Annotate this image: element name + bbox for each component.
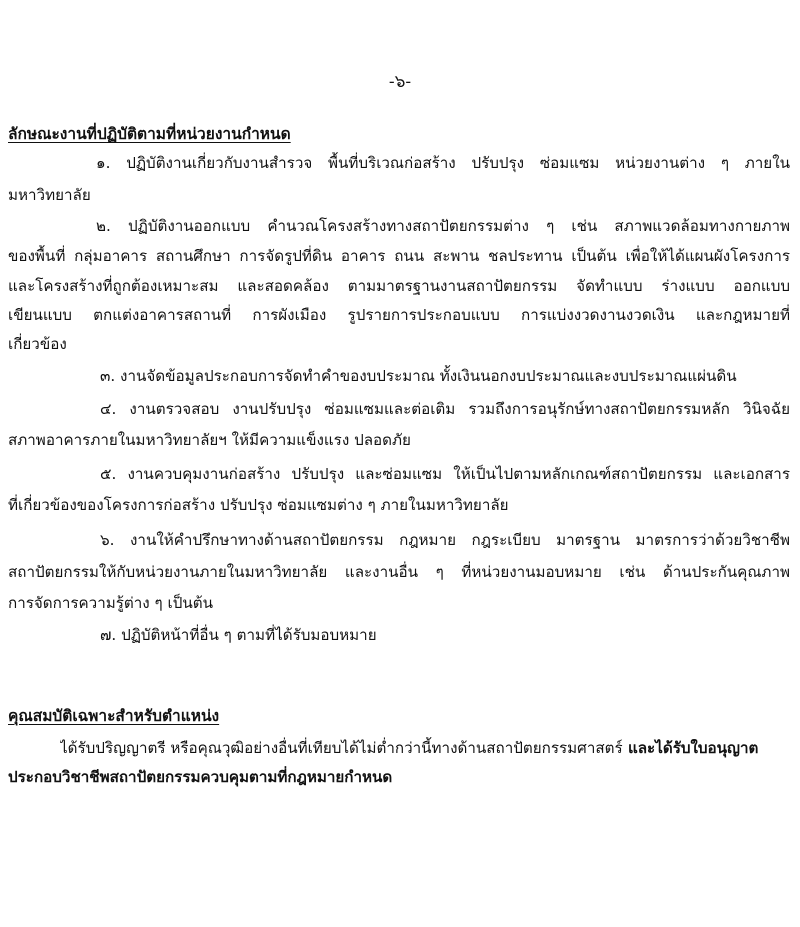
item-6-line-3: การจัดการความรู้ต่าง ๆ เป็นต้น xyxy=(8,594,213,612)
section-heading-job-description: ลักษณะงานที่ปฏิบัติตามที่หน่วยงานกำหนด xyxy=(8,124,291,143)
item-3-line-1: ๓. งานจัดข้อมูลประกอบการจัดทำคำของบประมาณ ทั้งเงินนอกงบประมาณและงบประมาณแผ่นดิน xyxy=(100,367,737,385)
qualification-degree-text: ได้รับปริญญาตรี หรือคุณวุฒิอย่างอื่นที่เทียบได้ไม่ต่ำกว่านี้ทางด้านสถาปัตยกรรมศาสตร์ xyxy=(60,739,623,757)
item-7-line-1: ๗. ปฏิบัติหน้าที่อื่น ๆ ตามที่ได้รับมอบหมาย xyxy=(100,626,377,644)
item-4-line-2: สภาพอาคารภายในมหาวิทยาลัยฯ ให้มีความแข็งแรง ปลอดภัย xyxy=(8,431,411,449)
item-1-line-2: มหาวิทยาลัย xyxy=(8,186,91,204)
item-6-line-1: ๖. งานให้คำปรึกษาทางด้านสถาปัตยกรรม กฎหมาย กฎระเบียบ มาตรฐาน มาตรการว่าด้วยวิชาชีพ xyxy=(100,531,790,549)
qualification-line-1 xyxy=(60,737,790,759)
item-5-line-2: ที่เกี่ยวข้องของโครงการก่อสร้าง ปรับปรุง ซ่อมแซมต่าง ๆ ภายในมหาวิทยาลัย xyxy=(8,496,509,514)
item-1-line-1: ๑. ปฏิบัติงานเกี่ยวกับงานสำรวจ พื้นที่บริเวณก่อสร้าง ปรับปรุง ซ่อมแซม หน่วยงานต่าง ๆ ภายใน xyxy=(96,154,790,172)
item-4-line-1: ๔. งานตรวจสอบ งานปรับปรุง ซ่อมแซมและต่อเติม รวมถึงการอนุรักษ์ทางสถาปัตยกรรมหลัก วินิจฉัย xyxy=(100,400,790,418)
item-5-line-1: ๕. งานควบคุมงานก่อสร้าง ปรับปรุง และซ่อมแซม ให้เป็นไปตามหลักเกณฑ์สถาปัตยกรรม และเอกสาร xyxy=(100,465,790,483)
qualification-line-2: ประกอบวิชาชีพสถาปัตยกรรมควบคุมตามที่กฎหมายกำหนด xyxy=(8,768,393,786)
item-2-line-2: ของพื้นที่ กลุ่มอาคาร สถานศึกษา การจัดรูปที่ดิน อาคาร ถนน สะพาน ชลประทาน เป็นต้น เพื่อให้ได้แผนผังโครงการ xyxy=(8,247,790,265)
item-2-line-4: เขียนแบบ ตกแต่งอาคารสถานที่ การผังเมือง รูปรายการประกอบแบบ การแบ่งงวดงานงวดเงิน และกฎหมายที่ xyxy=(8,306,790,324)
item-2-line-3: และโครงสร้างที่ถูกต้องเหมาะสม และสอดคล้อง ตามมาตรฐานงานสถาปัตยกรรม จัดทำแบบ ร่างแบบ ออกแบบ xyxy=(8,277,790,295)
item-2-line-5: เกี่ยวข้อง xyxy=(8,335,67,353)
item-2-line-1: ๒. ปฏิบัติงานออกแบบ คำนวณโครงสร้างทางสถาปัตยกรรมต่าง ๆ เช่น สภาพแวดล้อมทางกายภาพ xyxy=(96,217,790,235)
section-heading-qualifications: คุณสมบัติเฉพาะสำหรับตำแหน่ง xyxy=(8,706,220,725)
page-number: -๖- xyxy=(388,72,412,92)
qualification-license-text: และได้รับใบอนุญาต xyxy=(622,739,759,757)
item-6-line-2: สถาปัตยกรรมให้กับหน่วยงานภายในมหาวิทยาลัย และงานอื่น ๆ ที่หน่วยงานมอบหมาย เช่น ด้านประกันคุณภาพ xyxy=(8,563,790,581)
